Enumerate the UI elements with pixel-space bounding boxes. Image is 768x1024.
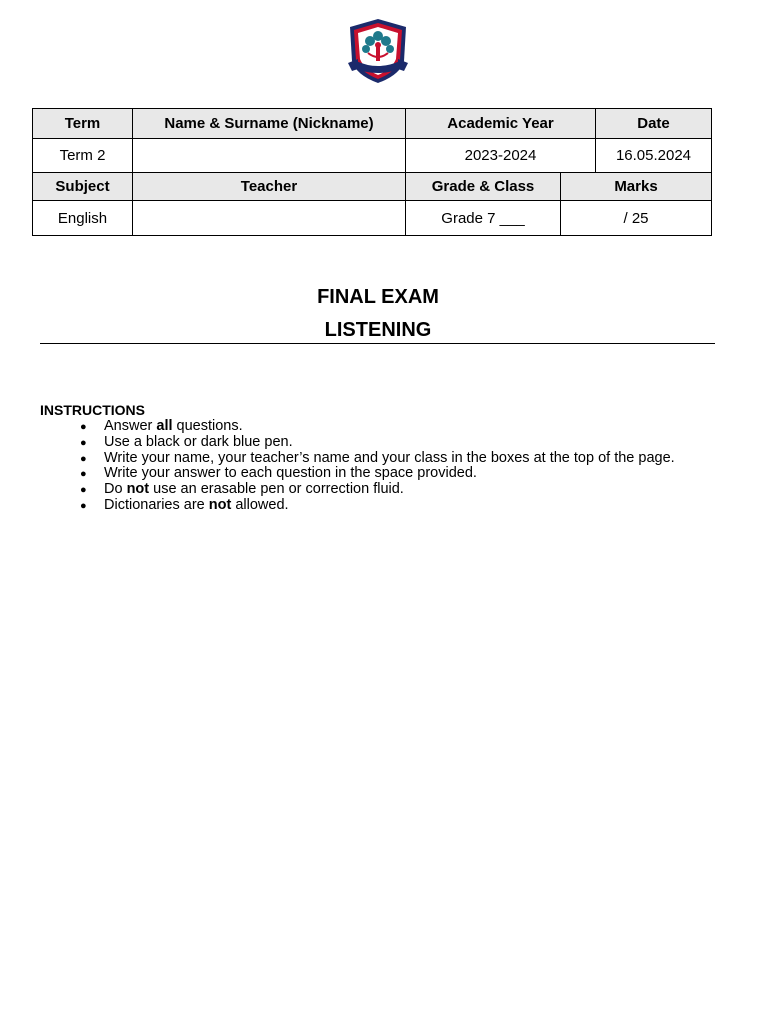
exam-subtitle: LISTENING [324, 319, 432, 341]
table-header-row [33, 109, 712, 139]
bullet-icon: ● [80, 499, 87, 512]
date-header: Date [596, 109, 712, 139]
term-value: Term 2 [33, 139, 133, 173]
name-header: Name & Surname (Nickname) [133, 109, 406, 139]
table-row [33, 139, 712, 173]
instruction-emphasis: not [208, 496, 232, 513]
instruction-emphasis: all [156, 418, 173, 434]
grade-class-header: Grade & Class [406, 173, 561, 201]
marks-value: / 25 [561, 201, 712, 236]
bullet-icon: ● [80, 484, 87, 497]
academic-year-header: Academic Year [406, 109, 596, 139]
list-item [80, 419, 675, 435]
subject-value: English [33, 201, 133, 236]
instruction-text: Answer [104, 418, 157, 434]
exam-info-table [32, 108, 712, 236]
instructions-heading: INSTRUCTIONS [40, 402, 145, 418]
instruction-text: questions. [172, 418, 243, 434]
instruction-text: Dictionaries are [104, 496, 209, 513]
table-header-row [33, 173, 712, 201]
grade-class-field[interactable]: Grade 7 ___ [406, 201, 561, 236]
teacher-field[interactable] [133, 201, 406, 236]
instructions-list [80, 419, 675, 514]
exam-title: FINAL EXAM [317, 286, 439, 308]
name-field[interactable] [133, 139, 406, 173]
instruction-text: Use a black or dark blue pen. [104, 433, 293, 450]
school-crest-logo [346, 17, 410, 85]
list-item [80, 466, 675, 482]
academic-year-value: 2023-2024 [406, 139, 596, 173]
list-item [80, 482, 675, 498]
instruction-text: allowed. [231, 496, 289, 513]
instruction-text: Write your name, your teacher’s name and your class in the boxes at the top of the page. [104, 449, 675, 466]
table-row [33, 201, 712, 236]
list-item [80, 451, 675, 467]
marks-header: Marks [561, 173, 712, 201]
instruction-text: Write your answer to each question in the space provided. [104, 465, 477, 482]
teacher-header: Teacher [133, 173, 406, 201]
bullet-icon: ● [80, 421, 87, 433]
instruction-text: use an erasable pen or correction fluid. [149, 481, 404, 498]
bullet-icon: ● [80, 436, 87, 449]
bullet-icon: ● [80, 452, 87, 465]
list-item [80, 498, 675, 514]
bullet-icon: ● [80, 468, 87, 481]
date-value: 16.05.2024 [596, 139, 712, 173]
subject-header: Subject [33, 173, 133, 201]
list-item [80, 435, 675, 451]
title-divider [40, 343, 715, 344]
instruction-emphasis: not [126, 481, 150, 498]
instruction-text: Do [104, 481, 127, 498]
term-header: Term [33, 109, 133, 139]
